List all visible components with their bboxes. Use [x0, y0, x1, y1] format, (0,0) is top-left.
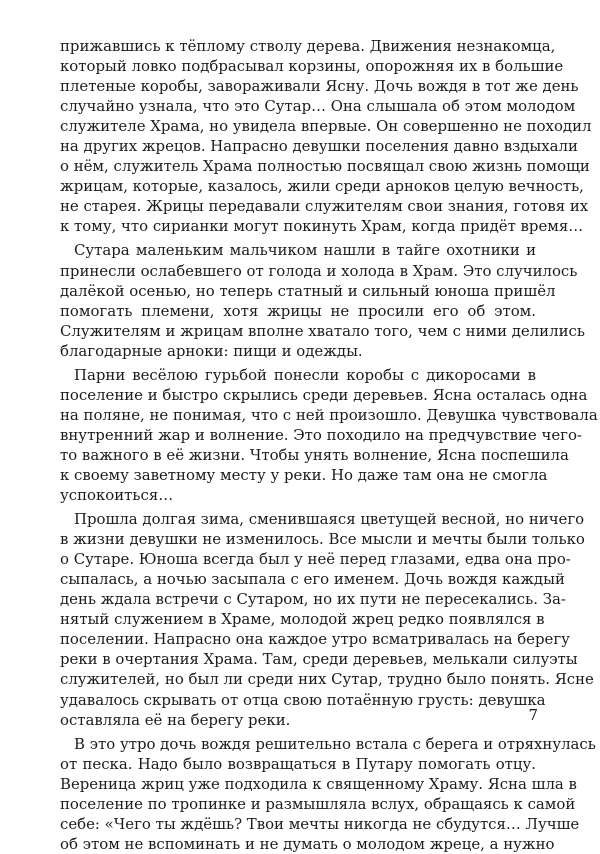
paragraph-1: [60, 36, 592, 236]
page-number: 7: [528, 706, 538, 724]
text-line: Сутара маленьким мальчиком нашли в тайге охотники и: [74, 241, 536, 260]
text-line: принесли ослабевшего от голода и холода в Храм. Это случилось: [60, 261, 578, 280]
text-line: о нём, служитель Храма полностью посвящал свою жизнь помощи: [60, 157, 590, 176]
text-line: поселении. Напрасно она каждое утро всматривалась на берегу: [60, 630, 570, 649]
text-line: к тому, что сирианки могут покинуть Храм, когда придёт время…: [60, 217, 584, 236]
text-line: Служителям и жрицам вполне хватало того, чем с ними делились: [60, 321, 585, 340]
text-line: поселение и быстро скрылись среди деревьев. Ясна осталась одна: [60, 385, 588, 404]
text-line: служителе Храма, но увидела впервые. Он совершенно не походил: [60, 117, 592, 136]
paragraph-3: [60, 365, 598, 505]
text-line: Прошла долгая зима, сменившаяся цветущей весной, но ничего: [74, 510, 585, 529]
paragraph-4: [60, 509, 594, 730]
text-line: не старея. Жрицы передавали служителям свои знания, готовя их: [60, 197, 589, 216]
text-line: благодарные арноки: пищи и одежды.: [60, 341, 363, 360]
text-line: сыпалась, а ночью засыпала с его именем. Дочь вождя каждый: [60, 570, 565, 589]
text-line: внутренний жар и волнение. Это походило на предчувствие чего-: [60, 425, 582, 444]
text-line: нятый служением в Храме, молодой жрец редко появлялся в: [60, 610, 545, 629]
text-line: далёкой осенью, но теперь статный и сильный юноша пришёл: [60, 281, 556, 300]
text-line: прижавшись к тёплому стволу дерева. Движения незнакомца,: [60, 37, 556, 55]
text-line: поселение по тропинке и размышляла вслух, обращаясь к самой: [60, 794, 576, 813]
text-line: о Сутаре. Юноша всегда был у неё перед глазами, едва она про-: [60, 550, 571, 569]
text-line: В это утро дочь вождя решительно встала с берега и отряхнулась: [74, 734, 596, 753]
text-line: то важного в её жизни. Чтобы унять волнение, Ясна поспешила: [60, 445, 569, 464]
book-page: [60, 36, 598, 854]
text-line: помогать племени, хотя жрицы не просили его об этом.: [60, 301, 536, 320]
text-line: служителей, но был ли среди них Сутар, трудно было понять. Ясне: [60, 670, 594, 689]
text-line: реки в очертания Храма. Там, среди деревьев, мелькали силуэты: [60, 650, 578, 669]
text-line: жрицам, которые, казалось, жили среди арноков целую вечность,: [60, 177, 584, 196]
text-line: который ловко подбрасывал корзины, опорожняя их в большие: [60, 57, 564, 76]
text-line: Вереница жриц уже подходила к священному Храму. Ясна шла в: [60, 774, 577, 793]
text-line: день ждала встречи с Сутаром, но их пути не пересекались. За-: [60, 590, 566, 609]
paragraph-5: [60, 734, 596, 854]
text-line: себе: «Чего ты ждёшь? Твои мечты никогда не сбудутся… Лучше: [60, 814, 580, 833]
text-line: удавалось скрывать от отца свою потаённую грусть: девушка: [60, 690, 546, 709]
paragraph-2: [60, 240, 585, 360]
text-line: об этом не вспоминать и не думать о молодом жреце, а нужно: [60, 834, 555, 853]
text-line: случайно узнала, что это Сутар… Она слышала об этом молодом: [60, 97, 576, 116]
text-line: оставляла её на берегу реки.: [60, 710, 291, 729]
text-line: в жизни девушки не изменилось. Все мысли и мечты были только: [60, 530, 585, 549]
text-line: плетеные коробы, завораживали Ясну. Дочь вождя в тот же день: [60, 77, 579, 96]
text-line: от песка. Надо было возвращаться в Путару помогать отцу.: [60, 754, 536, 773]
text-line: к своему заветному месту у реки. Но даже там она не смогла: [60, 465, 548, 484]
text-line: на других жрецов. Напрасно девушки поселения давно вздыхали: [60, 137, 578, 156]
text-line: Парни весёлою гурьбой понесли коробы с дикоросами в: [74, 365, 536, 384]
text-line: успокоиться…: [60, 486, 174, 505]
text-line: на поляне, не понимая, что с ней произошло. Девушка чувствовала: [60, 405, 598, 424]
